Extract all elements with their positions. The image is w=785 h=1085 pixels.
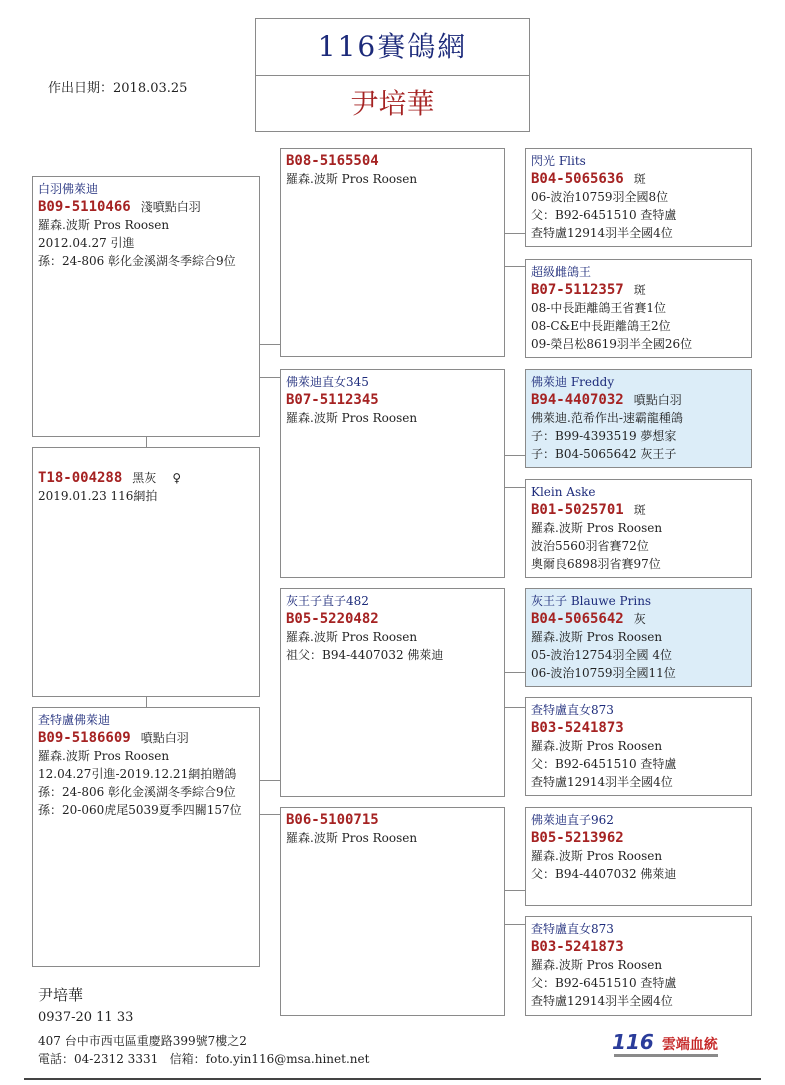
gg-detail: 06-波治10759羽全國11位: [531, 666, 676, 680]
gg-detail: 羅森.波斯 Pros Roosen: [531, 521, 663, 535]
gg-detail: 子：B99-4393519 夢想家: [531, 429, 677, 443]
grandparent-box: [280, 807, 505, 1016]
gg-detail: 子：B04-5065642 灰王子: [531, 447, 677, 461]
gg-detail: 父：B94-4407032 佛萊迪: [531, 867, 677, 881]
gg-name: 查特盧直女873: [531, 703, 614, 717]
grandparent-detail: 羅森.波斯 Pros Roosen: [286, 630, 418, 644]
gg-detail: 查特盧12914羽半全國4位: [531, 226, 673, 240]
gg-detail: 父：B92-6451510 查特盧: [531, 757, 677, 771]
female-icon: ♀: [172, 471, 182, 485]
connector: [146, 437, 147, 447]
gg-detail: 波治5560羽省賽72位: [531, 539, 649, 553]
great-grandparent-box: [525, 369, 752, 468]
gg-detail: 奧爾良6898羽省賽97位: [531, 557, 661, 571]
grandparent-detail: 祖父：B94-4407032 佛萊迪: [286, 648, 444, 662]
sire-detail: 2012.04.27 引進: [38, 236, 135, 250]
connector: [505, 233, 525, 234]
gg-ring: B03-5241873: [531, 720, 624, 736]
connector: [505, 924, 525, 925]
subject-info: 2019.01.23 116網拍: [38, 489, 158, 503]
brand-logo: [612, 1030, 724, 1060]
gg-detail: 羅森.波斯 Pros Roosen: [531, 739, 663, 753]
sire-note: 淺噴點白羽: [140, 200, 201, 214]
grandparent-box: [280, 148, 505, 357]
gg-detail: 查特盧12914羽半全國4位: [531, 775, 673, 789]
gg-ring: B07-5112357: [531, 282, 624, 298]
gg-name: 查特盧直女873: [531, 922, 614, 936]
gg-name: 灰王子 Blauwe Prins: [531, 594, 652, 608]
gg-ring: B01-5025701: [531, 502, 624, 518]
grandparent-ring: B05-5220482: [286, 611, 379, 627]
grandparent-name: 佛萊迪直女345: [286, 375, 369, 389]
logo-number: 116: [612, 1030, 654, 1054]
gg-detail: 羅森.波斯 Pros Roosen: [531, 958, 663, 972]
connector: [260, 377, 280, 378]
sire-detail: 孫：24-806 彰化金溪湖冬季綜合9位: [38, 254, 236, 268]
gg-note: 斑: [633, 172, 646, 186]
connector: [505, 890, 525, 891]
gg-ring: B94-4407032: [531, 392, 624, 408]
gg-note: 斑: [633, 283, 646, 297]
connector: [505, 672, 525, 673]
gg-detail: 06-波治10759羽全國8位: [531, 190, 669, 204]
grandparent-detail: 羅森.波斯 Pros Roosen: [286, 411, 418, 425]
gg-name: 佛萊迪直子962: [531, 813, 614, 827]
grandparent-box: [280, 369, 505, 578]
gg-name: Klein Aske: [531, 485, 596, 499]
connector: [505, 266, 525, 267]
sire-name: 白羽佛萊迪: [38, 182, 99, 196]
footer-phone: 0937-20 11 33: [38, 1010, 134, 1025]
connector: [260, 344, 280, 345]
gg-ring: B05-5213962: [531, 830, 624, 846]
footer-address: 407 台中市西屯區重慶路399號7樓之2: [38, 1034, 247, 1048]
dam-note: 噴點白羽: [140, 731, 189, 745]
gg-detail: 羅森.波斯 Pros Roosen: [531, 630, 663, 644]
site-title: 116賽鴿網: [256, 19, 529, 76]
bottom-rule: [24, 1078, 761, 1080]
dam-detail: 孫：20-060虎尾5039夏季四關157位: [38, 803, 242, 817]
gg-detail: 08-中長距離鴿王省賽1位: [531, 301, 666, 315]
subject-color: 黑灰: [132, 471, 157, 485]
gg-detail: 05-波治12754羽全國 4位: [531, 648, 672, 662]
gg-note: 斑: [633, 503, 646, 517]
gg-detail: 查特盧12914羽半全國4位: [531, 994, 673, 1008]
footer-name: 尹培華: [38, 986, 84, 1004]
gg-detail: 09-榮吕松8619羽半全國26位: [531, 337, 693, 351]
sire-ring: B09-5110466: [38, 199, 131, 215]
gg-detail: 父：B92-6451510 查特盧: [531, 976, 677, 990]
great-grandparent-box: [525, 259, 752, 358]
gg-note: 噴點白羽: [633, 393, 682, 407]
dam-ring: B09-5186609: [38, 730, 131, 746]
great-grandparent-box: [525, 588, 752, 687]
connector: [260, 814, 280, 815]
connector: [146, 697, 147, 707]
grandparent-box: [280, 588, 505, 797]
dam-detail: 12.04.27引進-2019.12.21網拍贈鴿: [38, 767, 237, 781]
gg-detail: 羅森.波斯 Pros Roosen: [531, 849, 663, 863]
gg-note: 灰: [633, 612, 646, 626]
connector: [260, 780, 280, 781]
gg-name: 佛萊迪 Freddy: [531, 375, 615, 389]
great-grandparent-box: [525, 479, 752, 578]
great-grandparent-box: [525, 916, 752, 1016]
connector: [505, 487, 525, 488]
grandparent-ring: B06-5100715: [286, 812, 379, 828]
gg-ring: B04-5065642: [531, 611, 624, 627]
great-grandparent-box: [525, 148, 752, 247]
logo-underline: [614, 1054, 718, 1057]
gg-detail: 08-C&E中長距離鴿王2位: [531, 319, 671, 333]
logo-text: 雲端血統: [661, 1037, 718, 1053]
dam-detail: 孫：24-806 彰化金溪湖冬季綜合9位: [38, 785, 236, 799]
sire-detail: 羅森.波斯 Pros Roosen: [38, 218, 170, 232]
grandparent-ring: B07-5112345: [286, 392, 379, 408]
dam-detail: 羅森.波斯 Pros Roosen: [38, 749, 170, 763]
subject-ring: T18-004288: [38, 470, 123, 486]
dam-name: 查特盧佛萊迪: [38, 713, 111, 727]
grandparent-name: 灰王子直子482: [286, 594, 369, 608]
connector: [505, 707, 525, 708]
gg-ring: B03-5241873: [531, 939, 624, 955]
title-box: [255, 18, 530, 132]
great-grandparent-box: [525, 807, 752, 906]
footer-contact: 電話：04-2312 3331 信箱：foto.yin116@msa.hinet.net: [38, 1052, 370, 1066]
gg-ring: B04-5065636: [531, 171, 624, 187]
gg-name: 超級雌鴿王: [531, 265, 592, 279]
gg-detail: 佛萊迪.范希作出-速霸龍種鴿: [531, 411, 683, 425]
subject-box: [32, 447, 260, 697]
gg-name: 閃光 Flits: [531, 154, 586, 168]
gg-detail: 父：B92-6451510 查特盧: [531, 208, 677, 222]
owner-title: 尹培華: [350, 87, 435, 120]
great-grandparent-box: [525, 697, 752, 796]
dam-box: [32, 707, 260, 967]
grandparent-detail: 羅森.波斯 Pros Roosen: [286, 172, 418, 186]
date-label: 作出日期：2018.03.25: [48, 81, 188, 96]
sire-box: [32, 176, 260, 437]
grandparent-ring: B08-5165504: [286, 153, 379, 169]
grandparent-detail: 羅森.波斯 Pros Roosen: [286, 831, 418, 845]
connector: [505, 455, 525, 456]
